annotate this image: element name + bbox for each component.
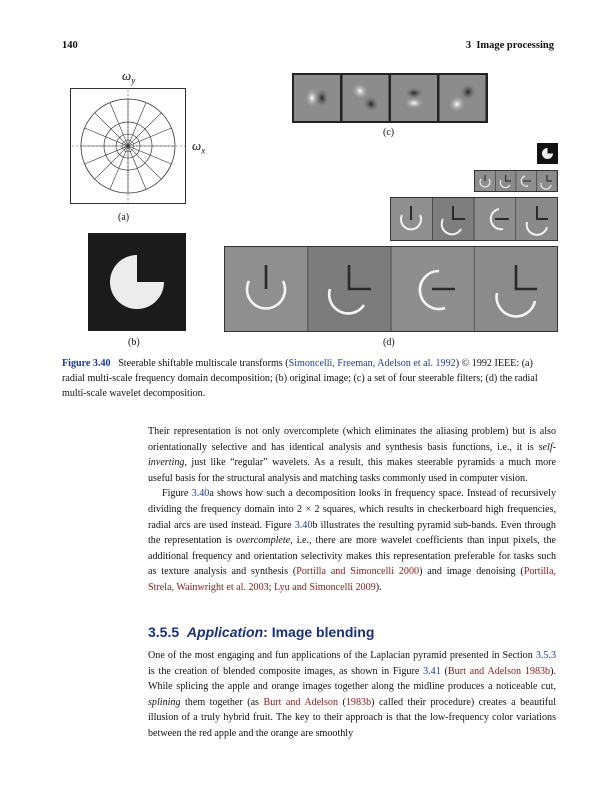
frequency-plane-diagram: [70, 88, 186, 204]
figure-a-frequency-diagram: [70, 88, 186, 204]
citation-link[interactable]: Burt and Adelson 1983b: [447, 665, 551, 677]
body-text-section: [148, 648, 556, 742]
pacman-shape: [88, 233, 186, 331]
axis-label-omega-x: $\omega_x$: [192, 138, 206, 156]
pyramid-lowpass: [537, 143, 558, 164]
running-header: 3 Image processing: [465, 40, 554, 51]
pyramid-level-3: [474, 170, 558, 192]
body-text: [148, 424, 556, 596]
figure-ref-link[interactable]: 3.41: [423, 665, 441, 677]
citation-link[interactable]: Burt and Adelson: [263, 696, 339, 708]
label-c: (c): [383, 127, 395, 138]
citation-link[interactable]: Lyu and Simoncelli 2009: [274, 581, 376, 593]
page-number: 140: [62, 40, 78, 51]
citation-link[interactable]: 1983b: [345, 696, 372, 708]
label-b: (b): [128, 337, 140, 348]
label-d: (d): [383, 337, 395, 348]
pyramid-level-1: [224, 246, 558, 332]
citation-link[interactable]: Portilla and Simoncelli 2000: [296, 566, 420, 578]
paragraph-1: Their representation is not only overcomplete (which eliminates the aliasing problem) but is also orientationally selective and has identical analysis and synthesis basis functions, i.e., it is self-inverting, just like “regular” wavelets. As a result, this makes steerable pyramids a much more useful basis for the structural analysis and matching tasks commonly used in computer vision.: [148, 426, 556, 484]
figure-c-steerable-filters: [292, 73, 488, 123]
figure-b-original-image: [88, 233, 186, 331]
section-ref-link[interactable]: 3.5.3: [535, 650, 556, 661]
filter-bank: [294, 75, 486, 121]
paragraph-2: Figure 3.40a shows how such a decomposition looks in frequency space. Instead of recursively dividing the frequency domain into 2 × 2 squares, which results in checkerboard high frequencies, radial arcs are used instead. Figure 3.40b illustrates the resulting pyramid sub-bands. Even through the representation is overcomplete, i.e., there are more wavelet coefficients than input pixels, the additional frequency and orientation selectivity makes this representation preferable for tasks such as texture analysis and synthesis (Portilla and Simoncelli 2000) and image denoising (Portilla, Strela, Wainwright et al. 2003; Lyu and Simoncelli 2009).: [148, 488, 556, 593]
axis-label-omega-y: $\omega_y$: [122, 68, 136, 86]
figure-ref-link[interactable]: 3.40: [294, 519, 313, 531]
section-heading: 3.5.5 Application: Image blending: [148, 624, 375, 640]
citation-link[interactable]: Simoncelli, Freeman, Adelson et al. 1992: [288, 358, 456, 369]
label-a: (a): [118, 212, 130, 223]
citation-link[interactable]: Portilla, Strela, Wainwright et al. 2003: [148, 566, 556, 593]
figure-ref-link[interactable]: 3.40: [191, 488, 210, 500]
paragraph-3: One of the most engaging and fun applications of the Laplacian pyramid presented in Section 3.5.3 is the creation of blended composite images, as shown in Figure 3.41 (Burt and Adelson 1983b). While splicing the apple and orange images together along the midline produces a noticeable cut, splining them together (as Burt and Adelson (1983b) called their procedure) creates a beautiful illusion of a truly hybrid fruit. The key to their approach is that the low-frequency color variations between the red apple and the orange are smoothly: [148, 650, 556, 739]
figure-caption: Figure 3.40 Steerable shiftable multiscale transforms (Simoncelli, Freeman, Adelson et al. 1992) © 1992 IEEE: (a) radial multi-scale frequency domain decomposition; (b) original image; (c) a set of four steerable filters; (d) the radial multi-scale wavelet decomposition.: [62, 358, 538, 399]
pyramid-level-2: [390, 197, 558, 241]
